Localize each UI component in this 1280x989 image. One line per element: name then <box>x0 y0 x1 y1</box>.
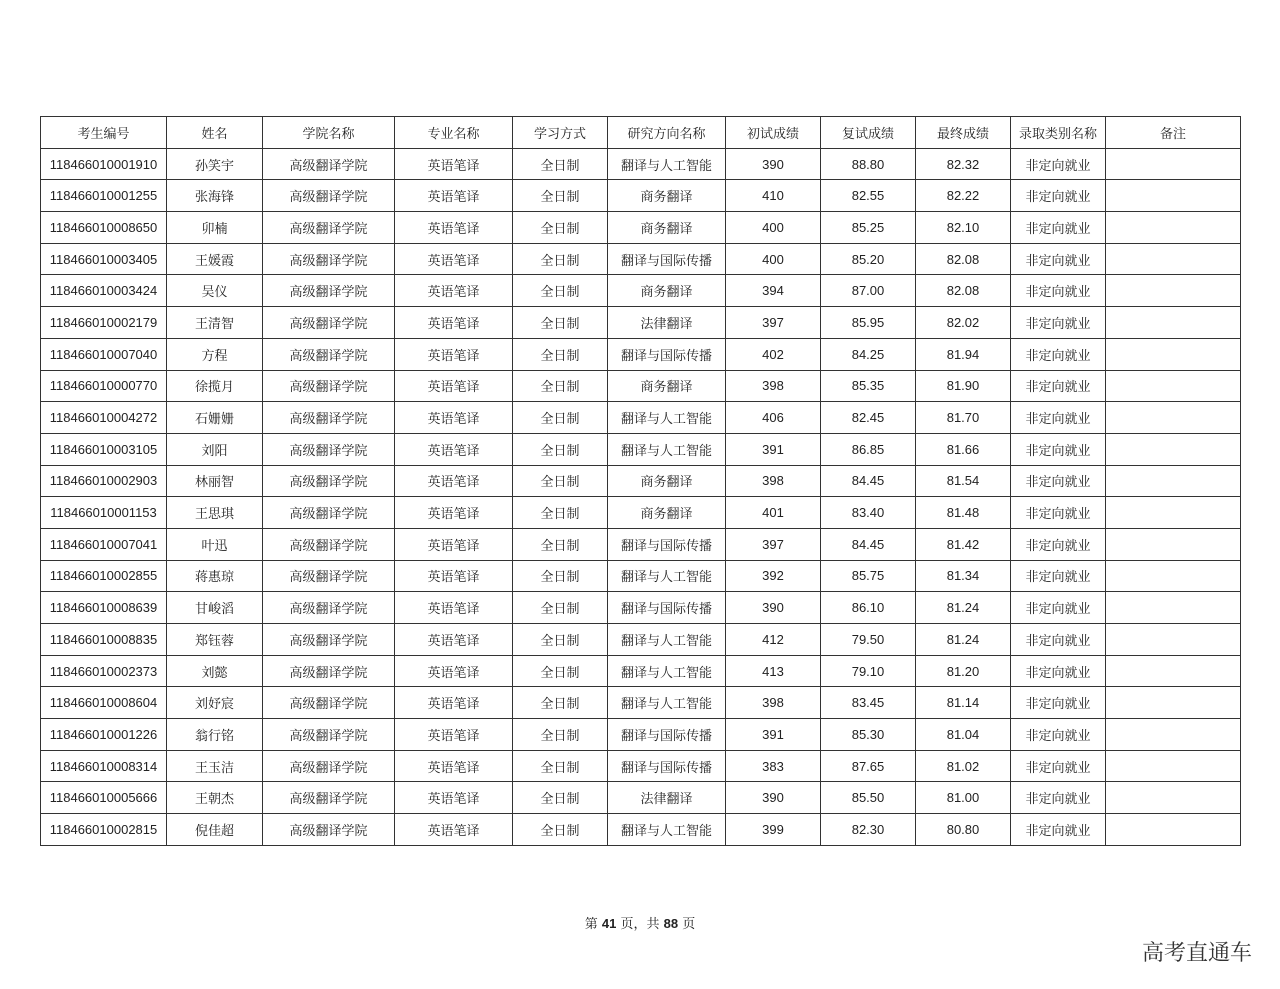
header-college: 学院名称 <box>263 117 395 149</box>
header-major: 专业名称 <box>395 117 513 149</box>
table-row <box>41 212 1241 244</box>
cell-study-mode: 全日制 <box>513 243 608 275</box>
cell-retest-score: 82.30 <box>821 814 916 846</box>
table-row <box>41 275 1241 307</box>
cell-major: 英语笔译 <box>395 528 513 560</box>
cell-major: 英语笔译 <box>395 243 513 275</box>
cell-initial-score: 391 <box>726 433 821 465</box>
cell-retest-score: 85.35 <box>821 370 916 402</box>
cell-final-score: 81.54 <box>916 465 1011 497</box>
cell-admission-category: 非定向就业 <box>1011 750 1106 782</box>
cell-remarks <box>1106 307 1241 339</box>
cell-initial-score: 394 <box>726 275 821 307</box>
table-row <box>41 719 1241 751</box>
cell-college: 高级翻译学院 <box>263 592 395 624</box>
table-header-row <box>41 117 1241 149</box>
header-admission-category: 录取类别名称 <box>1011 117 1106 149</box>
cell-name: 王清智 <box>167 307 263 339</box>
cell-retest-score: 79.10 <box>821 655 916 687</box>
cell-admission-category: 非定向就业 <box>1011 402 1106 434</box>
header-research-direction: 研究方向名称 <box>608 117 726 149</box>
cell-admission-category: 非定向就业 <box>1011 592 1106 624</box>
table-row <box>41 655 1241 687</box>
cell-retest-score: 85.30 <box>821 719 916 751</box>
cell-study-mode: 全日制 <box>513 275 608 307</box>
cell-name: 吴仪 <box>167 275 263 307</box>
cell-exam-id: 118466010002815 <box>41 814 167 846</box>
cell-final-score: 81.94 <box>916 338 1011 370</box>
cell-initial-score: 397 <box>726 528 821 560</box>
cell-retest-score: 83.45 <box>821 687 916 719</box>
cell-name: 倪佳超 <box>167 814 263 846</box>
cell-remarks <box>1106 560 1241 592</box>
cell-name: 刘妤宸 <box>167 687 263 719</box>
cell-final-score: 81.24 <box>916 624 1011 656</box>
cell-study-mode: 全日制 <box>513 624 608 656</box>
cell-major: 英语笔译 <box>395 655 513 687</box>
cell-remarks <box>1106 433 1241 465</box>
cell-remarks <box>1106 275 1241 307</box>
cell-name: 翁行铭 <box>167 719 263 751</box>
cell-research-direction: 商务翻译 <box>608 497 726 529</box>
cell-college: 高级翻译学院 <box>263 402 395 434</box>
cell-initial-score: 390 <box>726 592 821 624</box>
table-row <box>41 465 1241 497</box>
cell-exam-id: 118466010004272 <box>41 402 167 434</box>
cell-remarks <box>1106 370 1241 402</box>
cell-research-direction: 翻译与人工智能 <box>608 814 726 846</box>
cell-name: 王朝杰 <box>167 782 263 814</box>
cell-major: 英语笔译 <box>395 624 513 656</box>
table-row <box>41 307 1241 339</box>
cell-college: 高级翻译学院 <box>263 212 395 244</box>
cell-final-score: 82.08 <box>916 275 1011 307</box>
cell-research-direction: 商务翻译 <box>608 212 726 244</box>
cell-research-direction: 法律翻译 <box>608 307 726 339</box>
cell-initial-score: 413 <box>726 655 821 687</box>
cell-study-mode: 全日制 <box>513 433 608 465</box>
cell-exam-id: 118466010002903 <box>41 465 167 497</box>
cell-name: 蒋惠琼 <box>167 560 263 592</box>
cell-exam-id: 118466010002179 <box>41 307 167 339</box>
cell-initial-score: 400 <box>726 243 821 275</box>
cell-retest-score: 85.75 <box>821 560 916 592</box>
cell-name: 张海锋 <box>167 180 263 212</box>
cell-final-score: 82.22 <box>916 180 1011 212</box>
table-row <box>41 750 1241 782</box>
cell-major: 英语笔译 <box>395 497 513 529</box>
cell-college: 高级翻译学院 <box>263 750 395 782</box>
cell-research-direction: 翻译与人工智能 <box>608 148 726 180</box>
cell-major: 英语笔译 <box>395 180 513 212</box>
cell-admission-category: 非定向就业 <box>1011 719 1106 751</box>
table-row <box>41 243 1241 275</box>
cell-college: 高级翻译学院 <box>263 655 395 687</box>
cell-study-mode: 全日制 <box>513 592 608 624</box>
cell-research-direction: 翻译与人工智能 <box>608 687 726 719</box>
cell-remarks <box>1106 465 1241 497</box>
cell-remarks <box>1106 750 1241 782</box>
cell-retest-score: 83.40 <box>821 497 916 529</box>
cell-admission-category: 非定向就业 <box>1011 560 1106 592</box>
cell-initial-score: 392 <box>726 560 821 592</box>
cell-study-mode: 全日制 <box>513 180 608 212</box>
cell-final-score: 82.08 <box>916 243 1011 275</box>
cell-major: 英语笔译 <box>395 402 513 434</box>
cell-exam-id: 118466010001226 <box>41 719 167 751</box>
cell-final-score: 81.70 <box>916 402 1011 434</box>
cell-study-mode: 全日制 <box>513 782 608 814</box>
cell-study-mode: 全日制 <box>513 307 608 339</box>
cell-initial-score: 399 <box>726 814 821 846</box>
cell-study-mode: 全日制 <box>513 338 608 370</box>
footer-suffix: 页 <box>682 917 696 932</box>
cell-retest-score: 79.50 <box>821 624 916 656</box>
cell-retest-score: 85.50 <box>821 782 916 814</box>
cell-research-direction: 法律翻译 <box>608 782 726 814</box>
cell-retest-score: 85.25 <box>821 212 916 244</box>
cell-major: 英语笔译 <box>395 307 513 339</box>
cell-final-score: 81.34 <box>916 560 1011 592</box>
cell-major: 英语笔译 <box>395 370 513 402</box>
cell-admission-category: 非定向就业 <box>1011 465 1106 497</box>
cell-admission-category: 非定向就业 <box>1011 687 1106 719</box>
cell-exam-id: 118466010000770 <box>41 370 167 402</box>
cell-research-direction: 翻译与人工智能 <box>608 624 726 656</box>
cell-exam-id: 118466010008314 <box>41 750 167 782</box>
cell-initial-score: 406 <box>726 402 821 434</box>
cell-retest-score: 86.85 <box>821 433 916 465</box>
cell-major: 英语笔译 <box>395 560 513 592</box>
cell-final-score: 81.24 <box>916 592 1011 624</box>
cell-major: 英语笔译 <box>395 212 513 244</box>
cell-initial-score: 400 <box>726 212 821 244</box>
cell-admission-category: 非定向就业 <box>1011 528 1106 560</box>
header-retest-score: 复试成绩 <box>821 117 916 149</box>
cell-college: 高级翻译学院 <box>263 433 395 465</box>
cell-exam-id: 118466010008639 <box>41 592 167 624</box>
cell-retest-score: 84.45 <box>821 465 916 497</box>
cell-college: 高级翻译学院 <box>263 243 395 275</box>
table-row <box>41 624 1241 656</box>
cell-name: 卯楠 <box>167 212 263 244</box>
cell-major: 英语笔译 <box>395 275 513 307</box>
table-row <box>41 433 1241 465</box>
cell-study-mode: 全日制 <box>513 560 608 592</box>
cell-remarks <box>1106 782 1241 814</box>
cell-exam-id: 118466010001255 <box>41 180 167 212</box>
cell-study-mode: 全日制 <box>513 528 608 560</box>
cell-research-direction: 商务翻译 <box>608 370 726 402</box>
table-row <box>41 370 1241 402</box>
cell-research-direction: 翻译与国际传播 <box>608 243 726 275</box>
cell-name: 叶迅 <box>167 528 263 560</box>
watermark-text: 高考直通车 <box>1141 941 1252 966</box>
cell-research-direction: 商务翻译 <box>608 180 726 212</box>
cell-research-direction: 商务翻译 <box>608 275 726 307</box>
cell-study-mode: 全日制 <box>513 148 608 180</box>
cell-college: 高级翻译学院 <box>263 560 395 592</box>
cell-retest-score: 87.65 <box>821 750 916 782</box>
cell-study-mode: 全日制 <box>513 402 608 434</box>
cell-retest-score: 85.20 <box>821 243 916 275</box>
footer-total-pages: 88 <box>663 916 679 931</box>
cell-exam-id: 118466010007040 <box>41 338 167 370</box>
cell-exam-id: 118466010008604 <box>41 687 167 719</box>
cell-final-score: 81.20 <box>916 655 1011 687</box>
cell-name: 方程 <box>167 338 263 370</box>
cell-initial-score: 390 <box>726 148 821 180</box>
header-final-score: 最终成绩 <box>916 117 1011 149</box>
cell-final-score: 81.02 <box>916 750 1011 782</box>
footer-middle: 页，共 <box>620 917 660 932</box>
table-row <box>41 687 1241 719</box>
cell-exam-id: 118466010003405 <box>41 243 167 275</box>
cell-admission-category: 非定向就业 <box>1011 370 1106 402</box>
cell-college: 高级翻译学院 <box>263 814 395 846</box>
footer-prefix: 第 <box>584 917 598 932</box>
cell-research-direction: 商务翻译 <box>608 465 726 497</box>
cell-major: 英语笔译 <box>395 592 513 624</box>
cell-study-mode: 全日制 <box>513 719 608 751</box>
admission-score-table <box>40 116 1241 846</box>
cell-admission-category: 非定向就业 <box>1011 782 1106 814</box>
table-row <box>41 560 1241 592</box>
cell-retest-score: 84.25 <box>821 338 916 370</box>
cell-initial-score: 383 <box>726 750 821 782</box>
cell-name: 郑钰蓉 <box>167 624 263 656</box>
cell-college: 高级翻译学院 <box>263 338 395 370</box>
cell-name: 石姗姗 <box>167 402 263 434</box>
cell-name: 甘峻滔 <box>167 592 263 624</box>
table-row <box>41 338 1241 370</box>
cell-remarks <box>1106 338 1241 370</box>
cell-remarks <box>1106 624 1241 656</box>
cell-name: 王思琪 <box>167 497 263 529</box>
cell-name: 孙笑宇 <box>167 148 263 180</box>
cell-exam-id: 118466010002373 <box>41 655 167 687</box>
cell-retest-score: 85.95 <box>821 307 916 339</box>
header-name: 姓名 <box>167 117 263 149</box>
header-study-mode: 学习方式 <box>513 117 608 149</box>
cell-initial-score: 398 <box>726 465 821 497</box>
cell-college: 高级翻译学院 <box>263 370 395 402</box>
cell-study-mode: 全日制 <box>513 750 608 782</box>
cell-remarks <box>1106 814 1241 846</box>
cell-remarks <box>1106 212 1241 244</box>
cell-remarks <box>1106 497 1241 529</box>
table-row <box>41 528 1241 560</box>
cell-research-direction: 翻译与国际传播 <box>608 719 726 751</box>
cell-name: 刘懿 <box>167 655 263 687</box>
cell-admission-category: 非定向就业 <box>1011 433 1106 465</box>
cell-initial-score: 391 <box>726 719 821 751</box>
cell-name: 徐揽月 <box>167 370 263 402</box>
cell-admission-category: 非定向就业 <box>1011 338 1106 370</box>
cell-major: 英语笔译 <box>395 750 513 782</box>
cell-remarks <box>1106 402 1241 434</box>
cell-remarks <box>1106 180 1241 212</box>
table-row <box>41 497 1241 529</box>
cell-exam-id: 118466010005666 <box>41 782 167 814</box>
table-body <box>41 148 1241 845</box>
cell-admission-category: 非定向就业 <box>1011 275 1106 307</box>
cell-exam-id: 118466010003105 <box>41 433 167 465</box>
cell-study-mode: 全日制 <box>513 814 608 846</box>
cell-exam-id: 118466010003424 <box>41 275 167 307</box>
cell-study-mode: 全日制 <box>513 465 608 497</box>
table-row <box>41 402 1241 434</box>
cell-major: 英语笔译 <box>395 687 513 719</box>
cell-study-mode: 全日制 <box>513 370 608 402</box>
cell-admission-category: 非定向就业 <box>1011 148 1106 180</box>
cell-exam-id: 118466010001910 <box>41 148 167 180</box>
cell-name: 王玉洁 <box>167 750 263 782</box>
cell-initial-score: 412 <box>726 624 821 656</box>
cell-exam-id: 118466010008835 <box>41 624 167 656</box>
cell-exam-id: 118466010008650 <box>41 212 167 244</box>
cell-initial-score: 398 <box>726 370 821 402</box>
cell-retest-score: 82.45 <box>821 402 916 434</box>
cell-final-score: 81.48 <box>916 497 1011 529</box>
cell-admission-category: 非定向就业 <box>1011 243 1106 275</box>
cell-final-score: 81.00 <box>916 782 1011 814</box>
cell-final-score: 82.02 <box>916 307 1011 339</box>
table-row <box>41 592 1241 624</box>
cell-college: 高级翻译学院 <box>263 624 395 656</box>
cell-remarks <box>1106 719 1241 751</box>
cell-research-direction: 翻译与人工智能 <box>608 655 726 687</box>
cell-retest-score: 87.00 <box>821 275 916 307</box>
cell-college: 高级翻译学院 <box>263 719 395 751</box>
cell-major: 英语笔译 <box>395 719 513 751</box>
cell-initial-score: 398 <box>726 687 821 719</box>
cell-retest-score: 88.80 <box>821 148 916 180</box>
cell-research-direction: 翻译与国际传播 <box>608 750 726 782</box>
cell-initial-score: 410 <box>726 180 821 212</box>
cell-name: 王媛霞 <box>167 243 263 275</box>
cell-final-score: 80.80 <box>916 814 1011 846</box>
table-row <box>41 814 1241 846</box>
cell-research-direction: 翻译与国际传播 <box>608 592 726 624</box>
cell-admission-category: 非定向就业 <box>1011 212 1106 244</box>
cell-college: 高级翻译学院 <box>263 180 395 212</box>
header-exam-id: 考生编号 <box>41 117 167 149</box>
page-number-footer <box>0 913 1280 932</box>
cell-college: 高级翻译学院 <box>263 148 395 180</box>
cell-research-direction: 翻译与人工智能 <box>608 402 726 434</box>
cell-college: 高级翻译学院 <box>263 528 395 560</box>
cell-major: 英语笔译 <box>395 782 513 814</box>
cell-study-mode: 全日制 <box>513 655 608 687</box>
cell-admission-category: 非定向就业 <box>1011 655 1106 687</box>
cell-major: 英语笔译 <box>395 148 513 180</box>
cell-study-mode: 全日制 <box>513 687 608 719</box>
cell-admission-category: 非定向就业 <box>1011 814 1106 846</box>
cell-major: 英语笔译 <box>395 433 513 465</box>
cell-college: 高级翻译学院 <box>263 782 395 814</box>
cell-remarks <box>1106 592 1241 624</box>
cell-research-direction: 翻译与人工智能 <box>608 560 726 592</box>
cell-college: 高级翻译学院 <box>263 275 395 307</box>
cell-remarks <box>1106 687 1241 719</box>
cell-final-score: 81.42 <box>916 528 1011 560</box>
cell-admission-category: 非定向就业 <box>1011 624 1106 656</box>
cell-retest-score: 82.55 <box>821 180 916 212</box>
cell-final-score: 81.66 <box>916 433 1011 465</box>
table-row <box>41 782 1241 814</box>
header-remarks: 备注 <box>1106 117 1241 149</box>
cell-admission-category: 非定向就业 <box>1011 497 1106 529</box>
cell-remarks <box>1106 655 1241 687</box>
cell-remarks <box>1106 148 1241 180</box>
cell-remarks <box>1106 243 1241 275</box>
cell-major: 英语笔译 <box>395 814 513 846</box>
cell-final-score: 81.04 <box>916 719 1011 751</box>
footer-page-number: 41 <box>601 916 617 931</box>
cell-college: 高级翻译学院 <box>263 307 395 339</box>
cell-final-score: 82.32 <box>916 148 1011 180</box>
cell-initial-score: 390 <box>726 782 821 814</box>
cell-initial-score: 402 <box>726 338 821 370</box>
cell-college: 高级翻译学院 <box>263 465 395 497</box>
cell-college: 高级翻译学院 <box>263 497 395 529</box>
cell-name: 刘阳 <box>167 433 263 465</box>
cell-initial-score: 401 <box>726 497 821 529</box>
table-row <box>41 180 1241 212</box>
header-initial-score: 初试成绩 <box>726 117 821 149</box>
cell-exam-id: 118466010002855 <box>41 560 167 592</box>
cell-research-direction: 翻译与国际传播 <box>608 528 726 560</box>
cell-admission-category: 非定向就业 <box>1011 307 1106 339</box>
cell-major: 英语笔译 <box>395 465 513 497</box>
cell-final-score: 82.10 <box>916 212 1011 244</box>
cell-remarks <box>1106 528 1241 560</box>
cell-research-direction: 翻译与国际传播 <box>608 338 726 370</box>
table-row <box>41 148 1241 180</box>
cell-final-score: 81.90 <box>916 370 1011 402</box>
cell-retest-score: 84.45 <box>821 528 916 560</box>
cell-exam-id: 118466010001153 <box>41 497 167 529</box>
cell-research-direction: 翻译与人工智能 <box>608 433 726 465</box>
cell-major: 英语笔译 <box>395 338 513 370</box>
cell-retest-score: 86.10 <box>821 592 916 624</box>
cell-name: 林丽智 <box>167 465 263 497</box>
cell-study-mode: 全日制 <box>513 212 608 244</box>
cell-study-mode: 全日制 <box>513 497 608 529</box>
cell-final-score: 81.14 <box>916 687 1011 719</box>
cell-initial-score: 397 <box>726 307 821 339</box>
cell-exam-id: 118466010007041 <box>41 528 167 560</box>
cell-admission-category: 非定向就业 <box>1011 180 1106 212</box>
cell-college: 高级翻译学院 <box>263 687 395 719</box>
